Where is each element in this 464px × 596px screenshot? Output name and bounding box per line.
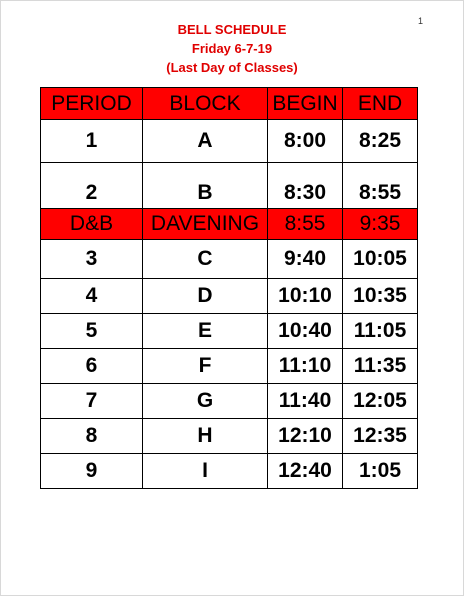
table-header-row	[41, 88, 418, 120]
end-cell: 11:05	[343, 314, 418, 349]
end-cell: 8:25	[343, 120, 418, 163]
table-row	[41, 120, 418, 163]
schedule-note: (Last Day of Classes)	[166, 60, 298, 75]
block-cell: A	[143, 120, 268, 163]
period-cell: 8	[41, 419, 143, 454]
begin-cell: 8:55	[268, 209, 343, 240]
block-cell: C	[143, 240, 268, 279]
begin-cell: 11:10	[268, 349, 343, 384]
period-cell: D&B	[41, 209, 143, 240]
block-cell: H	[143, 419, 268, 454]
period-cell: 4	[41, 279, 143, 314]
period-cell: 2	[41, 163, 143, 209]
period-cell: 3	[41, 240, 143, 279]
block-cell: I	[143, 454, 268, 489]
block-cell: B	[143, 163, 268, 209]
table-row-davening	[41, 209, 418, 240]
table-row	[41, 240, 418, 279]
bell-schedule-table	[40, 87, 418, 489]
table-row	[41, 454, 418, 489]
block-cell: F	[143, 349, 268, 384]
begin-cell: 11:40	[268, 384, 343, 419]
end-cell: 12:35	[343, 419, 418, 454]
begin-cell: 8:00	[268, 120, 343, 163]
header-end: END	[343, 88, 418, 120]
end-cell: 10:35	[343, 279, 418, 314]
begin-cell: 10:10	[268, 279, 343, 314]
period-cell: 9	[41, 454, 143, 489]
title-block	[0, 20, 464, 77]
table-row	[41, 279, 418, 314]
begin-cell: 9:40	[268, 240, 343, 279]
schedule-date: Friday 6-7-19	[191, 41, 273, 56]
end-cell: 11:35	[343, 349, 418, 384]
schedule-title: BELL SCHEDULE	[177, 22, 287, 37]
table-row	[41, 419, 418, 454]
table-row	[41, 349, 418, 384]
table-row	[41, 384, 418, 419]
table-row	[41, 163, 418, 209]
block-cell: D	[143, 279, 268, 314]
begin-cell: 12:10	[268, 419, 343, 454]
period-cell: 6	[41, 349, 143, 384]
begin-cell: 12:40	[268, 454, 343, 489]
end-cell: 12:05	[343, 384, 418, 419]
header-begin: BEGIN	[268, 88, 343, 120]
page-number: 1	[418, 16, 424, 26]
period-cell: 1	[41, 120, 143, 163]
end-cell: 1:05	[343, 454, 418, 489]
end-cell: 10:05	[343, 240, 418, 279]
header-block: BLOCK	[143, 88, 268, 120]
end-cell: 9:35	[343, 209, 418, 240]
end-cell: 8:55	[343, 163, 418, 209]
block-cell: E	[143, 314, 268, 349]
header-period: PERIOD	[41, 88, 143, 120]
begin-cell: 10:40	[268, 314, 343, 349]
table-row	[41, 314, 418, 349]
block-cell: G	[143, 384, 268, 419]
period-cell: 5	[41, 314, 143, 349]
block-cell: DAVENING	[143, 209, 268, 240]
begin-cell: 8:30	[268, 163, 343, 209]
period-cell: 7	[41, 384, 143, 419]
